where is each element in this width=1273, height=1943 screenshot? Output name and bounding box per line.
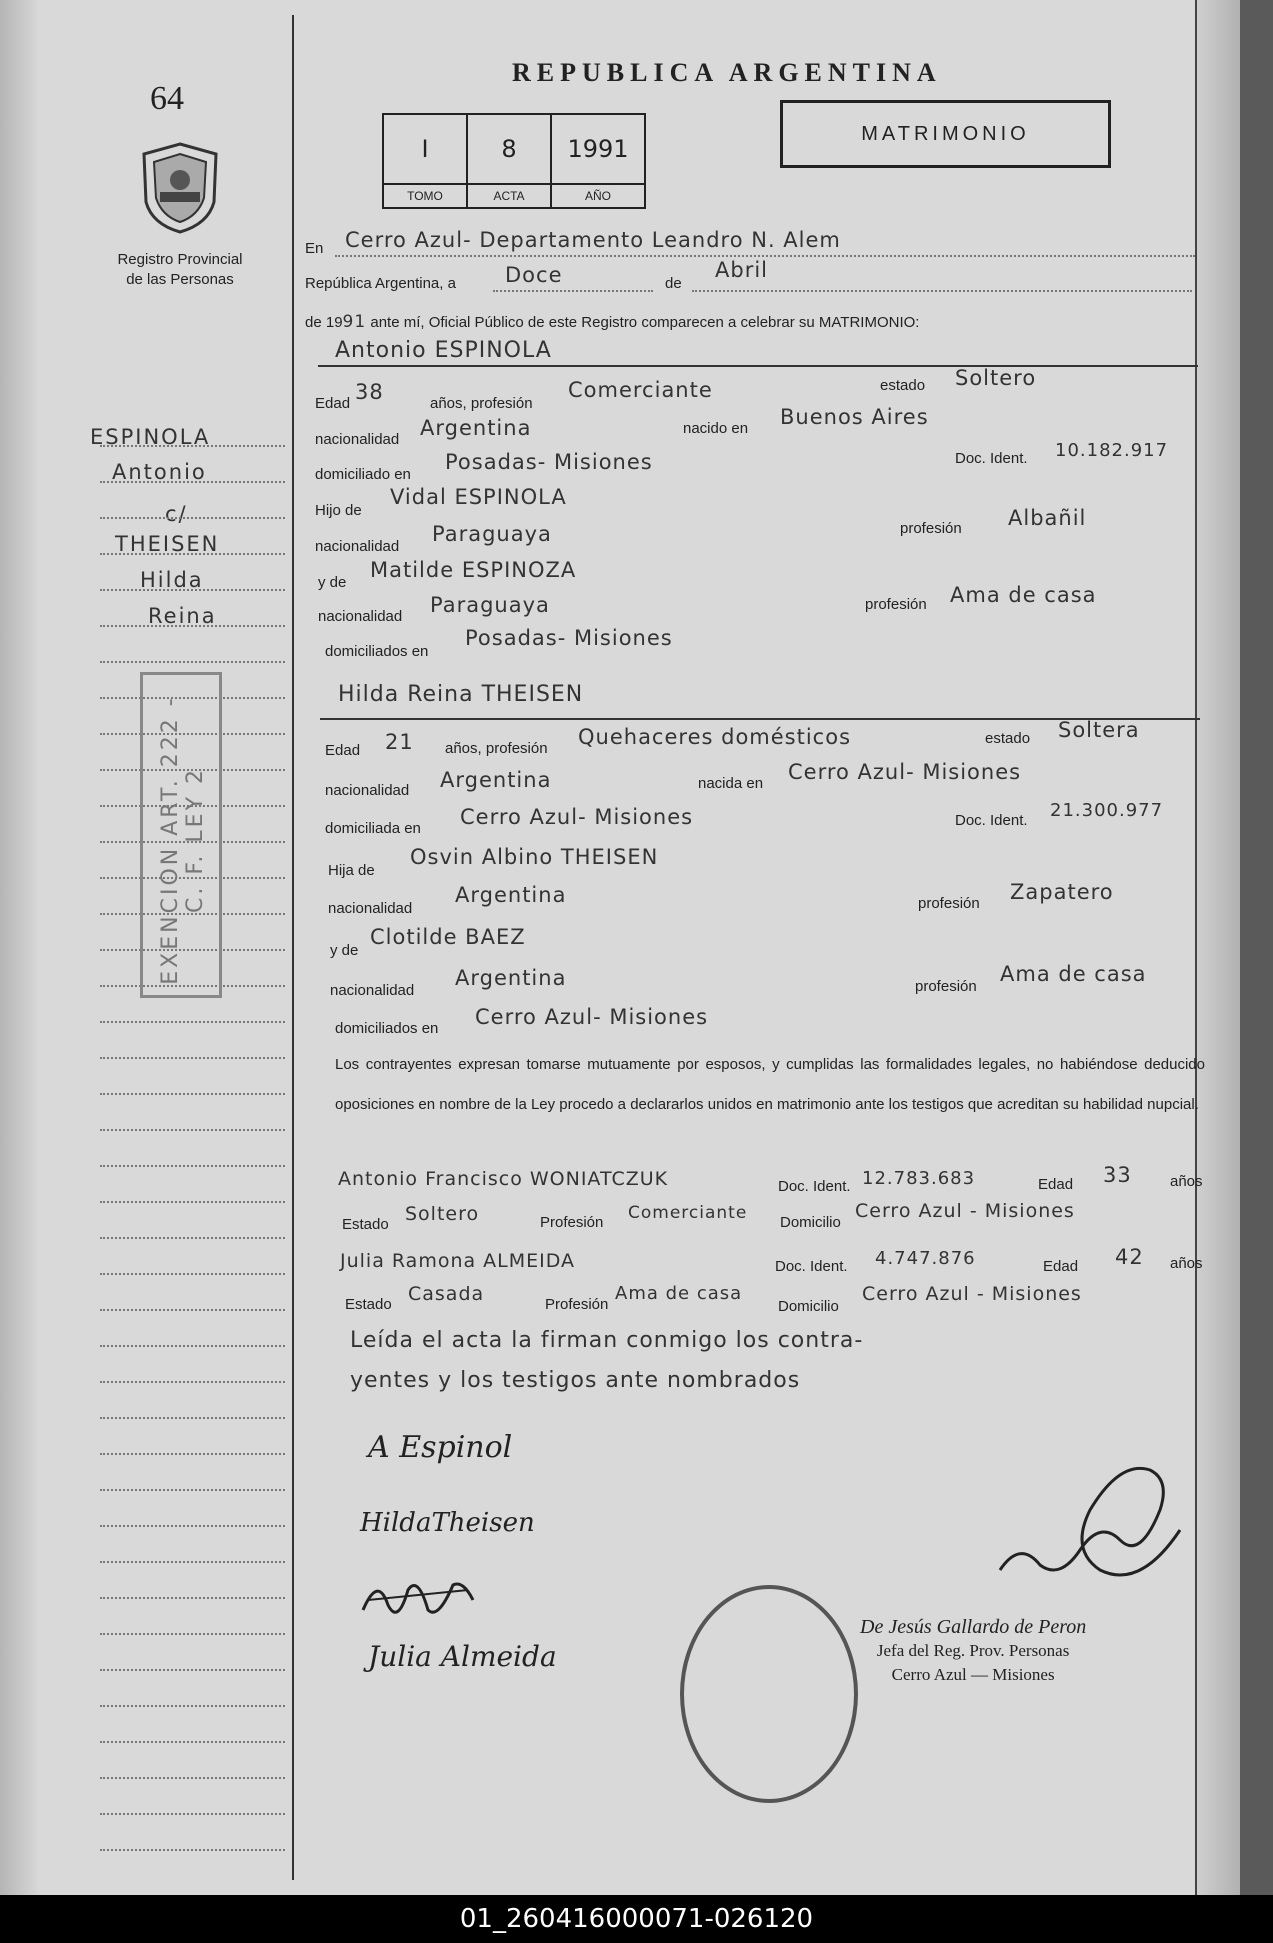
signature-witness1 <box>358 1570 478 1630</box>
margin-bride-name2: Reina <box>148 604 217 628</box>
witness1-age: 33 <box>1103 1163 1132 1187</box>
bride-name: Hilda Reina THEISEN <box>338 682 584 707</box>
margin-bride-name1: Hilda <box>140 568 204 592</box>
bride-birthplace: Cerro Azul- Misiones <box>788 760 1022 784</box>
margin-dotline <box>100 1813 285 1815</box>
dotline <box>493 290 653 292</box>
witness1-name: Antonio Francisco WONIATCZUK <box>338 1168 669 1190</box>
declaration-text: Los contrayentes expresan tomarse mutuamente por esposos, y cumplidas las formalidades legales, no habiéndose deducido oposiciones en nombre de la Ley procedo a declararlos unidos en matrimonio ante los testigos que acreditan su habilidad nupcial. <box>335 1056 1205 1113</box>
bride-mother-profession: Ama de casa <box>1000 962 1147 986</box>
margin-dotline <box>100 1165 285 1167</box>
page-edge <box>1195 0 1242 1895</box>
groom-profession: Comerciante <box>568 378 713 402</box>
margin-dotline <box>100 1777 285 1779</box>
de-label: de <box>665 275 682 292</box>
groom-father: Vidal ESPINOLA <box>390 485 567 509</box>
provincial-seal-icon <box>138 140 222 236</box>
signature-groom: A Espinol <box>368 1430 513 1465</box>
groom-age: 38 <box>355 380 384 404</box>
bride-father-nationality: Argentina <box>455 883 567 907</box>
bride-status: Soltera <box>1058 718 1140 742</box>
anio-cell: 1991 AÑO <box>552 115 644 207</box>
bride-id: 21.300.977 <box>1050 800 1164 821</box>
groom-parents-address: Posadas- Misiones <box>465 626 673 650</box>
marriage-day: Doce <box>505 263 563 287</box>
margin-dotline <box>100 1633 285 1635</box>
bride-parents-address: Cerro Azul- Misiones <box>475 1005 709 1029</box>
document-type-box: MATRIMONIO <box>780 100 1111 168</box>
margin-con: c/ <box>165 502 188 526</box>
margin-dotline <box>100 517 285 519</box>
witness2-status: Casada <box>408 1283 485 1305</box>
margin-dotline <box>100 589 285 591</box>
witness2-address: Cerro Azul - Misiones <box>862 1283 1082 1305</box>
margin-groom-surname: ESPINOLA <box>90 425 211 449</box>
margin-bride-surname: THEISEN <box>115 532 220 556</box>
margin-dotline <box>100 1597 285 1599</box>
margin-dotline <box>100 1489 285 1491</box>
registry-label: Registro Provincial de las Personas <box>117 251 243 288</box>
acta-cell: 8 ACTA <box>468 115 552 207</box>
margin-dotline <box>100 1129 285 1131</box>
register-box <box>382 113 646 209</box>
dotline <box>335 255 1195 257</box>
groom-father-profession: Albañil <box>1008 506 1087 530</box>
bride-address: Cerro Azul- Misiones <box>460 805 694 829</box>
groom-mother-profession: Ama de casa <box>950 583 1097 607</box>
groom-address: Posadas- Misiones <box>445 450 653 474</box>
bride-mother-nationality: Argentina <box>455 966 567 990</box>
groom-name: Antonio ESPINOLA <box>335 338 552 363</box>
bride-father-profession: Zapatero <box>1010 880 1114 904</box>
groom-birthplace: Buenos Aires <box>780 405 929 429</box>
margin-dotline <box>100 1237 285 1239</box>
tomo-cell: I TOMO <box>384 115 468 207</box>
witness2-age: 42 <box>1115 1245 1144 1269</box>
margin-dotline <box>100 1093 285 1095</box>
official-info <box>860 1615 1086 1687</box>
margin-dotline <box>100 1057 285 1059</box>
margin-dotline <box>100 625 285 627</box>
witness1-profession: Comerciante <box>628 1203 748 1223</box>
margin-dotline <box>100 1453 285 1455</box>
margin-dotline <box>100 1417 285 1419</box>
bride-father: Osvin Albino THEISEN <box>410 845 659 869</box>
margin-dotline <box>100 553 285 555</box>
margin-dotline <box>100 1741 285 1743</box>
signature-bride: HildaTheisen <box>360 1508 535 1538</box>
scan-id-footer: 01_260416000071-026120 <box>0 1895 1273 1943</box>
exemption-stamp: EXENCION ART. 222 - C. F. LEY 2 <box>140 672 222 998</box>
closing-line-2: yentes y los testigos ante nombrados <box>350 1368 801 1393</box>
margin-dotline <box>100 1525 285 1527</box>
witness2-name: Julia Ramona ALMEIDA <box>340 1250 576 1272</box>
groom-id: 10.182.917 <box>1055 440 1169 461</box>
signature-official <box>980 1450 1190 1600</box>
groom-mother: Matilde ESPINOZA <box>370 558 577 582</box>
official-title: Jefa del Reg. Prov. Personas <box>876 1641 1070 1660</box>
republica-label: República Argentina, a <box>305 275 456 292</box>
document-title: REPUBLICA ARGENTINA <box>512 58 942 87</box>
witness2-profession: Ama de casa <box>615 1283 743 1304</box>
witness1-status: Soltero <box>405 1203 480 1225</box>
margin-rule <box>292 15 294 1880</box>
margin-dotline <box>100 1705 285 1707</box>
margin-groom-name: Antonio <box>112 460 207 484</box>
margin-dotline <box>100 1273 285 1275</box>
margin-dotline <box>100 661 285 663</box>
book-edge <box>1240 0 1273 1895</box>
witness2-id: 4.747.876 <box>875 1248 976 1269</box>
marriage-month: Abril <box>715 258 768 282</box>
margin-dotline <box>100 1309 285 1311</box>
groom-nationality: Argentina <box>420 416 532 440</box>
bride-mother: Clotilde BAEZ <box>370 925 526 949</box>
bride-profession: Quehaceres domésticos <box>578 725 852 749</box>
margin-dotline <box>100 1561 285 1563</box>
bride-age: 21 <box>385 730 414 754</box>
dotline <box>692 290 1192 292</box>
marriage-year: 91 <box>342 312 367 332</box>
section-rule <box>318 365 1198 367</box>
official-place: Cerro Azul — Misiones <box>891 1665 1055 1684</box>
margin-dotline <box>100 445 285 447</box>
year-line: de 1991 ante mí, Oficial Público de este Registro comparecen a celebrar su MATRIMONIO: <box>305 312 920 332</box>
groom-father-nationality: Paraguaya <box>432 522 552 546</box>
margin-dotline <box>100 1381 285 1383</box>
groom-mother-nationality: Paraguaya <box>430 593 550 617</box>
signature-witness2: Julia Almeida <box>368 1640 557 1673</box>
witness1-address: Cerro Azul - Misiones <box>855 1200 1075 1222</box>
marriage-place: Cerro Azul- Departamento Leandro N. Alem <box>345 228 841 252</box>
en-label: En <box>305 240 324 257</box>
groom-status: Soltero <box>955 366 1037 390</box>
margin-dotline <box>100 1849 285 1851</box>
closing-line-1: Leída el acta la firman conmigo los contra- <box>350 1328 864 1353</box>
page-number: 64 <box>150 80 184 117</box>
margin-dotline <box>100 1021 285 1023</box>
witness1-id: 12.783.683 <box>862 1168 976 1189</box>
official-name: De Jesús Gallardo de Peron <box>860 1616 1087 1638</box>
margin-dotline <box>100 1669 285 1671</box>
margin-dotline <box>100 1345 285 1347</box>
bride-nationality: Argentina <box>440 768 552 792</box>
margin-dotline <box>100 1201 285 1203</box>
official-round-stamp <box>680 1585 858 1803</box>
book-binding <box>0 0 40 1895</box>
margin-dotline <box>100 481 285 483</box>
